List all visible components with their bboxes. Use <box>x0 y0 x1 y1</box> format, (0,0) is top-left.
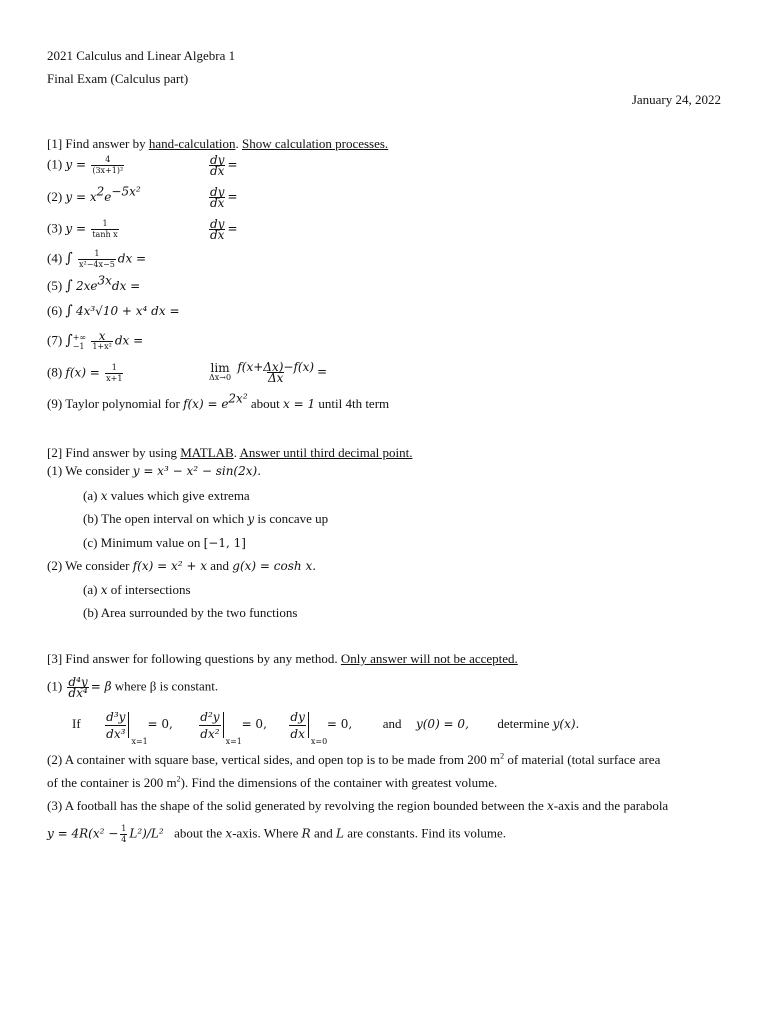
var: x <box>547 799 554 813</box>
problem-2-2a <box>83 581 191 599</box>
numerator: dy <box>210 153 225 167</box>
label: (a) <box>83 488 98 503</box>
numerator: dy <box>290 709 305 724</box>
problem-3-3-line1 <box>47 797 668 815</box>
limit-expression <box>209 362 327 383</box>
problem-1-3 <box>47 219 121 240</box>
section3-heading <box>47 650 518 668</box>
eval-bar: x=1 <box>128 712 129 738</box>
integral-limits <box>73 333 86 351</box>
course-title: 2021 Calculus and Linear Algebra 1 <box>47 48 236 63</box>
and: and <box>313 825 333 841</box>
item-number: (4) <box>47 250 63 266</box>
numerator: 1 <box>121 824 127 833</box>
derivative-1 <box>207 155 238 176</box>
text: Taylor polynomial for <box>65 396 180 411</box>
item-number: (9) <box>47 396 63 411</box>
exam-title: Final Exam (Calculus part) <box>47 71 189 86</box>
problem-2-1c <box>83 534 246 552</box>
initial-condition: y(0) = 0, <box>415 717 469 731</box>
problem-1-5 <box>47 273 141 295</box>
denominator: tanh x <box>92 230 118 239</box>
problem-1-4 <box>47 249 146 270</box>
problem-3-2-line1 <box>47 751 660 769</box>
second-derivative <box>199 709 220 742</box>
section2-instruction: Answer until third decimal point. <box>239 445 413 460</box>
fraction <box>91 155 124 176</box>
section2-method: MATLAB <box>180 445 234 460</box>
numerator: 1 <box>94 249 100 258</box>
numerator: d³y <box>106 709 126 724</box>
and: and <box>382 716 402 731</box>
expr-e: e <box>104 190 112 204</box>
fraction <box>91 331 113 352</box>
numerator: dy <box>210 217 225 231</box>
limit <box>209 360 232 383</box>
equals: = <box>227 221 238 236</box>
expr: 2xe <box>75 279 98 293</box>
dx: dx = <box>114 333 144 348</box>
numerator: d⁴y <box>68 675 88 689</box>
item-number: (8) <box>47 364 63 380</box>
denominator: Δx <box>267 371 284 385</box>
problem-1-9 <box>47 391 390 413</box>
item-number: (6) <box>47 303 63 318</box>
integral-sign: ∫ <box>65 332 73 349</box>
fourth-derivative <box>67 677 88 698</box>
label: (2) We consider <box>47 558 130 573</box>
dx: dx = <box>117 251 147 266</box>
problem-1-8 <box>47 363 125 384</box>
derivative-2 <box>207 187 238 208</box>
difference-quotient <box>236 362 315 383</box>
denominator: dx³ <box>106 726 126 741</box>
problem-3-3-line2 <box>47 824 506 845</box>
text: are constants. Find its volume. <box>347 825 507 841</box>
condition-eq: = 0, <box>147 717 173 731</box>
problem-1-1 <box>47 155 126 176</box>
condition-eq: = 0, <box>241 717 267 731</box>
text: about <box>250 396 280 411</box>
section2-sep: . <box>233 445 237 460</box>
lhs: f(x) = <box>65 365 100 380</box>
item-number: (1) <box>47 678 63 694</box>
denominator: (3x+1)² <box>92 166 124 175</box>
expr: 4x³√10 + x⁴ dx = <box>75 304 180 318</box>
point: x = 1 <box>283 397 316 411</box>
text: of intersections <box>110 582 191 597</box>
superscript: 2 <box>500 751 505 761</box>
f-expr: f(x) = x² + x <box>132 559 208 573</box>
third-derivative <box>105 709 126 742</box>
var: x <box>100 583 108 597</box>
eval-bar: x=0 <box>308 712 309 738</box>
lhs: y = <box>65 221 87 236</box>
denominator: dx² <box>200 726 220 741</box>
label: (1) We consider <box>47 463 130 478</box>
expr: y = x <box>65 190 97 204</box>
text: ). Find the dimensions of the container with greatest volume. <box>180 775 498 790</box>
lim-label: lim <box>210 360 230 375</box>
section1-instruction: Show calculation processes. <box>241 136 389 151</box>
text: of material (total surface area <box>504 752 661 767</box>
text: -axis and the parabola <box>553 798 669 813</box>
equals: = <box>227 157 238 172</box>
equals: = <box>317 364 328 379</box>
section2-heading <box>47 444 412 462</box>
denominator: dx <box>210 228 225 242</box>
section1-sep: . <box>235 136 239 151</box>
text: of the container is 200 m <box>47 775 177 790</box>
section1-heading <box>47 135 388 153</box>
item-number: (3) <box>47 220 63 236</box>
denominator: dx <box>210 196 225 210</box>
text: (2) A container with square base, vertical sides, and open top is to be made from 200 m <box>47 752 501 767</box>
fraction <box>105 363 123 384</box>
problem-1-2 <box>47 184 141 206</box>
condition-eq: = 0, <box>326 717 353 731</box>
text: (b) The open interval on which <box>83 511 245 526</box>
denominator: dx <box>210 164 225 178</box>
var-R: R <box>301 826 311 841</box>
text: (c) Minimum value on <box>83 535 201 550</box>
text: -axis. Where <box>232 825 299 841</box>
text: where β is constant. <box>114 678 219 694</box>
integral-sign: ∫ <box>65 278 73 294</box>
var: x <box>100 489 108 503</box>
denominator: dx⁴ <box>68 686 88 700</box>
denominator: dx <box>290 726 305 741</box>
problem-3-1 <box>47 677 218 698</box>
determine: determine <box>497 716 550 731</box>
var-L: L <box>335 826 344 841</box>
function: f(x) = e <box>183 397 229 411</box>
expr: y = x³ − x² − sin(2x). <box>132 464 262 478</box>
section1-method: hand-calculation <box>148 136 236 151</box>
exam-date: January 24, 2022 <box>631 92 721 107</box>
and: and <box>210 558 230 573</box>
section2-intro: [2] Find answer by using <box>47 445 181 460</box>
text: values which give extrema <box>110 488 250 503</box>
item-number: (5) <box>47 278 63 293</box>
text: (b) Area surrounded by the two functions <box>83 605 298 620</box>
problem-3-2-line2 <box>47 774 497 792</box>
exponent: 2 <box>96 184 105 199</box>
upper-limit: +∞ <box>72 332 87 342</box>
problem-1-6 <box>47 302 180 320</box>
interval: [−1, 1] <box>203 536 246 550</box>
lhs: y = <box>65 157 87 172</box>
dy-dx <box>209 187 225 208</box>
problem-2-1 <box>47 462 261 480</box>
problem-2-1b <box>83 510 328 528</box>
section1-intro: [1] Find answer by <box>47 136 149 151</box>
denominator: 1+x² <box>92 342 112 351</box>
derivative-3 <box>207 219 238 240</box>
section3-intro: [3] Find answer for following questions by any method. <box>47 651 338 666</box>
parabola-eq: L²)/L² <box>129 826 164 841</box>
if: If <box>72 716 81 731</box>
text: about the <box>174 825 223 841</box>
eval-bar: x=1 <box>223 712 224 738</box>
problem-2-1a <box>83 487 250 505</box>
exponent: −5x² <box>111 184 141 199</box>
denominator: 4 <box>121 835 127 844</box>
text: until 4th term <box>318 396 390 411</box>
numerator: 1 <box>111 363 117 372</box>
dy-dx <box>209 219 225 240</box>
equals: = <box>227 189 238 204</box>
dy-dx <box>209 155 225 176</box>
numerator: 4 <box>105 155 111 164</box>
exponent: 3x <box>97 273 112 288</box>
lower-limit: −1 <box>72 341 85 351</box>
denominator: x+1 <box>106 374 123 383</box>
problem-1-7 <box>47 331 143 352</box>
problem-2-2 <box>47 557 316 575</box>
fraction <box>91 219 118 240</box>
superscript: 2 <box>176 774 181 784</box>
problem-3-1-conditions <box>72 707 580 747</box>
equals-beta: = β <box>90 679 112 694</box>
section3-instruction: Only answer will not be accepted. <box>340 651 518 666</box>
item-number: (7) <box>47 332 63 348</box>
g-expr: g(x) = cosh x. <box>232 559 317 573</box>
numerator: dy <box>210 185 225 199</box>
numerator: f(x+Δx)−f(x) <box>237 360 315 374</box>
fraction <box>78 249 116 270</box>
label: (a) <box>83 582 98 597</box>
text: is concave up <box>257 511 329 526</box>
lim-sub: Δx→0 <box>209 372 232 382</box>
first-derivative <box>289 709 305 742</box>
item-number: (1) <box>47 156 63 172</box>
target: y(x). <box>552 717 580 731</box>
item-number: (2) <box>47 189 63 204</box>
problem-2-2b <box>83 604 297 622</box>
numerator: d²y <box>200 709 220 724</box>
parabola-eq: y = 4R(x² − <box>47 826 119 841</box>
dx: dx = <box>111 279 141 293</box>
var: x <box>225 826 233 841</box>
exponent: 2x² <box>228 391 248 406</box>
integral-sign: ∫ <box>65 303 73 319</box>
numerator: x <box>98 329 106 343</box>
quarter-fraction <box>120 824 127 845</box>
numerator: 1 <box>102 219 108 228</box>
var: y <box>247 512 255 526</box>
integral-sign: ∫ <box>65 250 73 267</box>
text: (3) A football has the shape of the solid generated by revolving the region bounded between the <box>47 798 544 813</box>
denominator: x²−4x−5 <box>78 260 115 269</box>
